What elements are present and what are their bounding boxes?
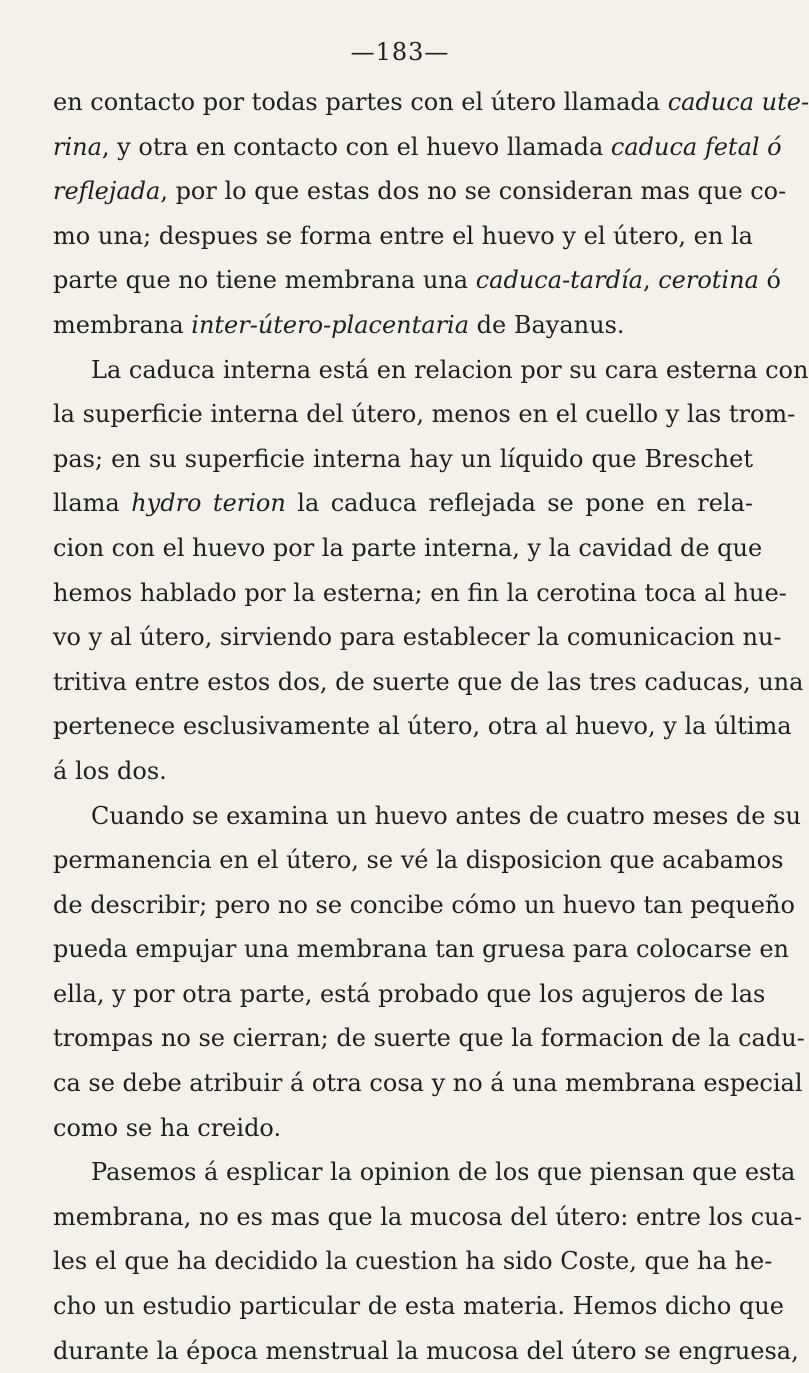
text-segment: llama <box>53 489 132 518</box>
text-segment: tritiva entre estos dos, de suerte que de las tres caducas, una <box>53 667 804 696</box>
text-line <box>53 125 782 170</box>
text-line <box>53 571 787 616</box>
text-segment: pertenece esclusivamente al útero, otra al huevo, y la última <box>53 712 792 741</box>
page-number: —183— <box>350 38 450 66</box>
text-segment: como se ha creido. <box>53 1113 282 1142</box>
text-segment: Cuando se examina un huevo antes de cuatro meses de su <box>91 801 801 830</box>
text-line <box>53 927 789 972</box>
text-segment: pas; en su superficie interna hay un líquido que Breschet <box>53 444 753 473</box>
text-segment: cion con el huevo por la parte interna, y la cavidad de que <box>53 533 763 562</box>
text-segment: Pasemos á esplicar la opinion de los que piensan que esta <box>91 1158 796 1187</box>
text-line <box>53 214 753 259</box>
text-line <box>53 1061 803 1106</box>
text-segment: ó <box>758 266 781 295</box>
text-line <box>53 1195 803 1240</box>
text-line <box>53 1329 799 1373</box>
text-line <box>53 1239 773 1284</box>
italic-term: reflejada <box>53 177 161 206</box>
text-segment: ca se debe atribuir á otra cosa y no á una membrana especial <box>53 1069 803 1098</box>
text-line <box>53 392 796 437</box>
text-segment: hemos hablado por la esterna; en fin la cerotina toca al hue- <box>53 578 787 607</box>
text-line <box>53 258 781 303</box>
text-line <box>53 303 753 348</box>
text-line <box>53 348 809 393</box>
text-line <box>53 883 795 928</box>
text-segment: les el que ha decidido la cuestion ha sido Coste, que ha he- <box>53 1247 773 1276</box>
italic-term: caduca-tardía <box>475 266 643 295</box>
text-segment: mo una; despues se forma entre el huevo y el útero, en la <box>53 221 753 250</box>
text-line <box>53 1016 805 1061</box>
italic-term: inter-útero-placentaria <box>191 310 470 339</box>
text-line <box>53 80 809 125</box>
text-line <box>53 838 784 883</box>
text-segment: ella, y por otra parte, está probado que los agujeros de las <box>53 979 766 1008</box>
text-line <box>53 1106 753 1151</box>
text-segment: , por lo que estas dos no se consideran mas que co- <box>160 177 787 206</box>
text-segment: permanencia en el útero, se vé la disposicion que acabamos <box>53 846 784 875</box>
text-segment: en contacto por todas partes con el útero llamada <box>53 88 668 116</box>
text-segment: la caduca reflejada se pone en rela- <box>285 489 754 518</box>
text-line <box>53 1150 796 1195</box>
text-segment: durante la época menstrual la mucosa del útero se engruesa, <box>53 1336 799 1365</box>
text-line <box>53 1284 784 1329</box>
italic-term: hydro terion <box>131 489 286 518</box>
text-segment: membrana <box>53 310 192 339</box>
text-line <box>53 749 753 794</box>
italic-term: cerotina <box>658 266 759 295</box>
text-segment: parte que no tiene membrana una <box>53 266 476 295</box>
text-segment: de describir; pero no se concibe cómo un huevo tan pequeño <box>53 890 795 919</box>
text-line <box>53 972 766 1017</box>
text-segment: á los dos. <box>53 756 167 785</box>
text-segment: trompas no se cierran; de suerte que la formacion de la cadu- <box>53 1024 805 1053</box>
text-segment: La caduca interna está en relacion por su cara esterna con <box>91 355 809 384</box>
italic-term: caduca fetal ó <box>610 132 782 161</box>
text-line <box>53 437 753 482</box>
text-line <box>53 704 792 749</box>
text-segment: , y otra en contacto con el huevo llamada <box>101 132 611 161</box>
italic-term: rina <box>53 132 102 161</box>
text-segment: cho un estudio particular de esta materia. Hemos dicho que <box>53 1292 784 1321</box>
body-text <box>53 80 809 1373</box>
text-segment: la superficie interna del útero, menos en el cuello y las trom- <box>53 400 796 429</box>
text-line <box>53 794 801 839</box>
text-line <box>53 481 753 526</box>
italic-term: caduca ute- <box>667 88 809 116</box>
text-segment: membrana, no es mas que la mucosa del útero: entre los cua- <box>53 1202 803 1231</box>
text-line <box>53 660 804 705</box>
text-segment: pueda empujar una membrana tan gruesa para colocarse en <box>53 935 789 964</box>
text-segment: , <box>642 266 659 295</box>
text-line <box>53 526 763 571</box>
text-segment: de Bayanus. <box>469 310 625 339</box>
text-line <box>53 615 782 660</box>
text-segment: vo y al útero, sirviendo para establecer la comunicacion nu- <box>53 623 782 652</box>
text-line <box>53 169 787 214</box>
